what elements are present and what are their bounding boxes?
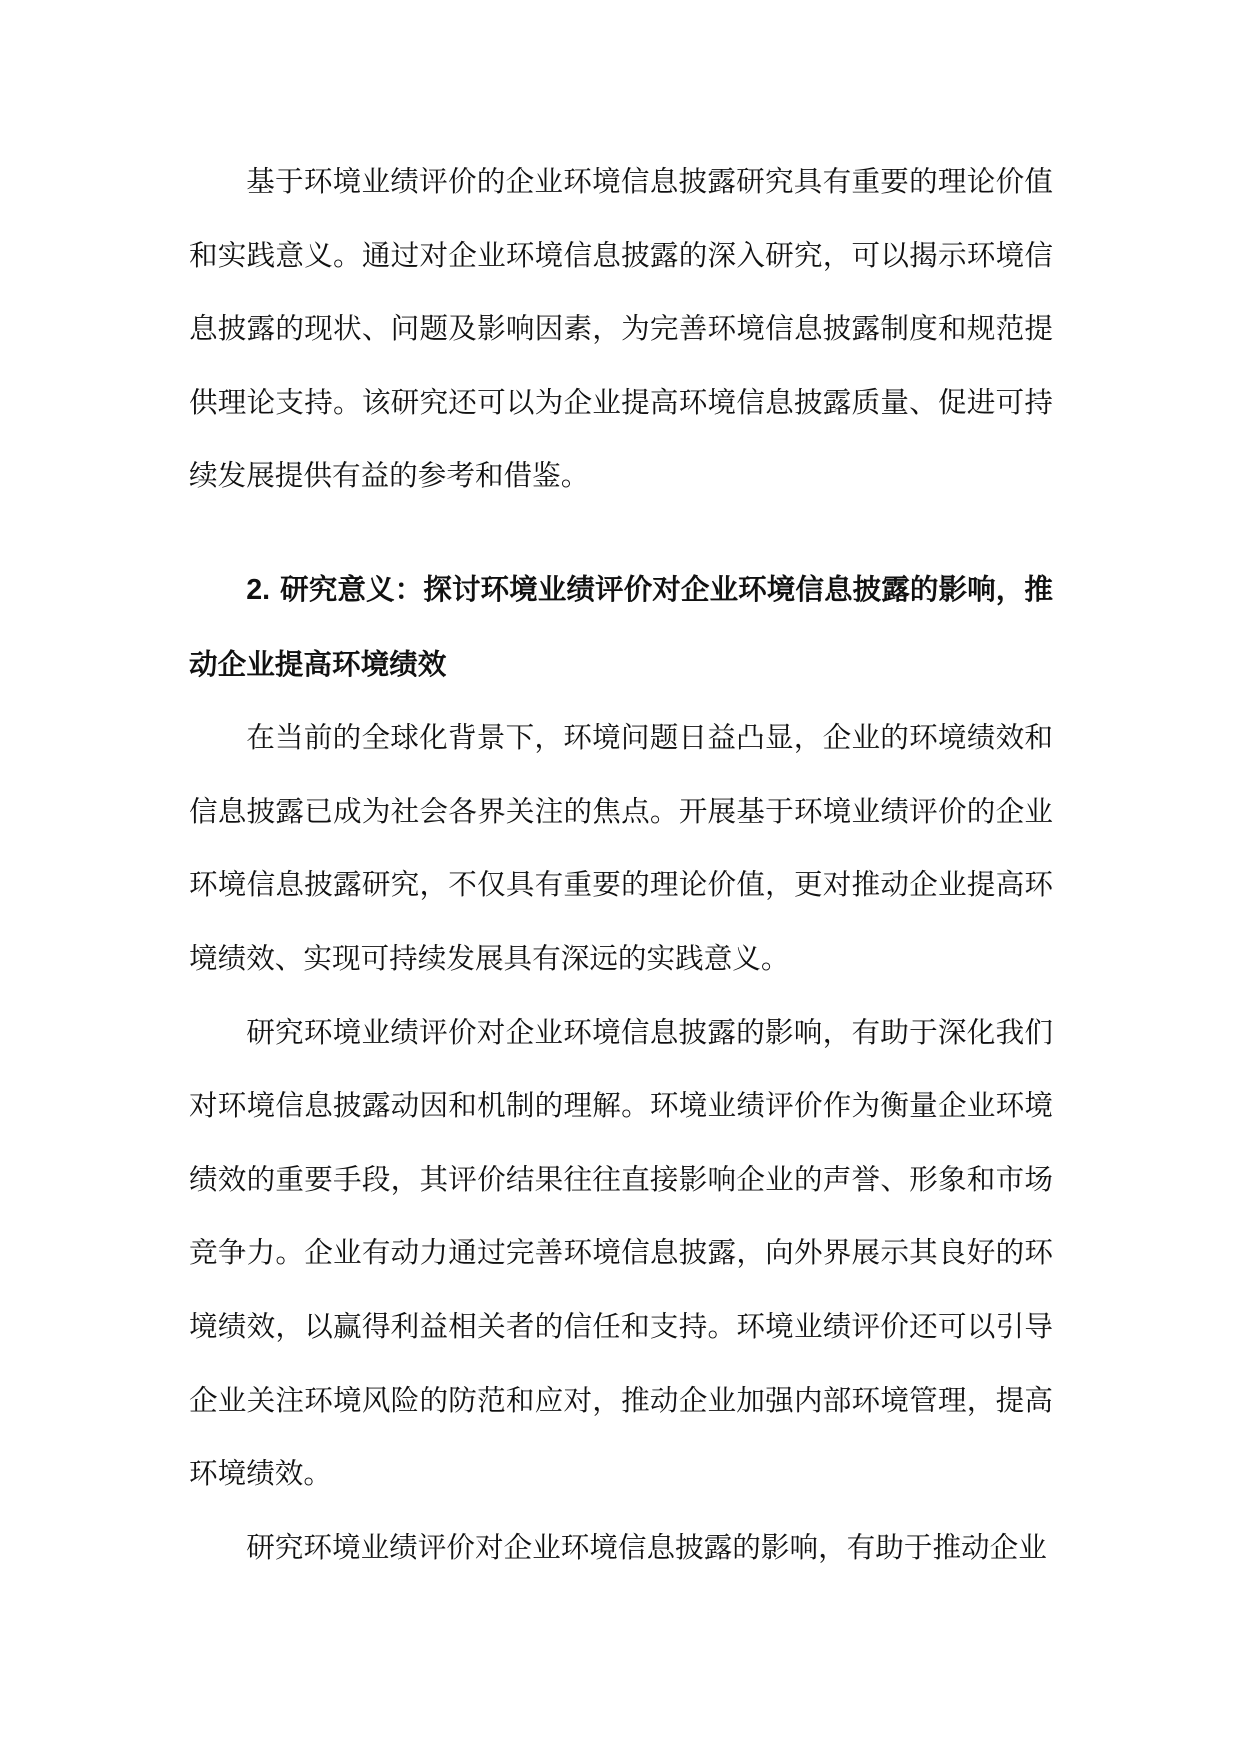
- paragraph-intro: 基于环境业绩评价的企业环境信息披露研究具有重要的理论价值和实践意义。通过对企业环境信息披露的深入研究，可以揭示环境信息披露的现状、问题及影响因素，为完善环境信息披露制度和规范提供理论支持。该研究还可以为企业提高环境信息披露质量、促进可持续发展提供有益的参考和借鉴。: [189, 164, 1053, 493]
- paragraph-mechanism: 研究环境业绩评价对企业环境信息披露的影响，有助于深化我们对环境信息披露动因和机制的理解。环境业绩评价作为衡量企业环境绩效的重要手段，其评价结果往往直接影响企业的声誉、形象和市场竞争力。企业有动力通过完善环境信息披露，向外界展示其良好的环境绩效，以赢得利益相关者的信任和支持。环境业绩评价还可以引导企业关注环境风险的防范和应对，推动企业加强内部环境管理，提高环境绩效。: [189, 1014, 1053, 1491]
- paragraph-context: 在当前的全球化背景下，环境问题日益凸显，企业的环境绩效和信息披露已成为社会各界关注的焦点。开展基于环境业绩评价的企业环境信息披露研究，不仅具有重要的理论价值，更对推动企业提高环境绩效、实现可持续发展具有深远的实践意义。: [189, 720, 1053, 975]
- section-heading-text: 研究意义：探讨环境业绩评价对企业环境信息披露的影响，推动企业提高环境绩效: [189, 571, 1053, 681]
- document-body: [189, 145, 1053, 1584]
- spacer: [189, 513, 1053, 553]
- section-heading: [189, 553, 1053, 701]
- paragraph-continued: 研究环境业绩评价对企业环境信息披露的影响，有助于推动企业: [246, 1529, 1047, 1564]
- section-number: 2.: [246, 573, 271, 606]
